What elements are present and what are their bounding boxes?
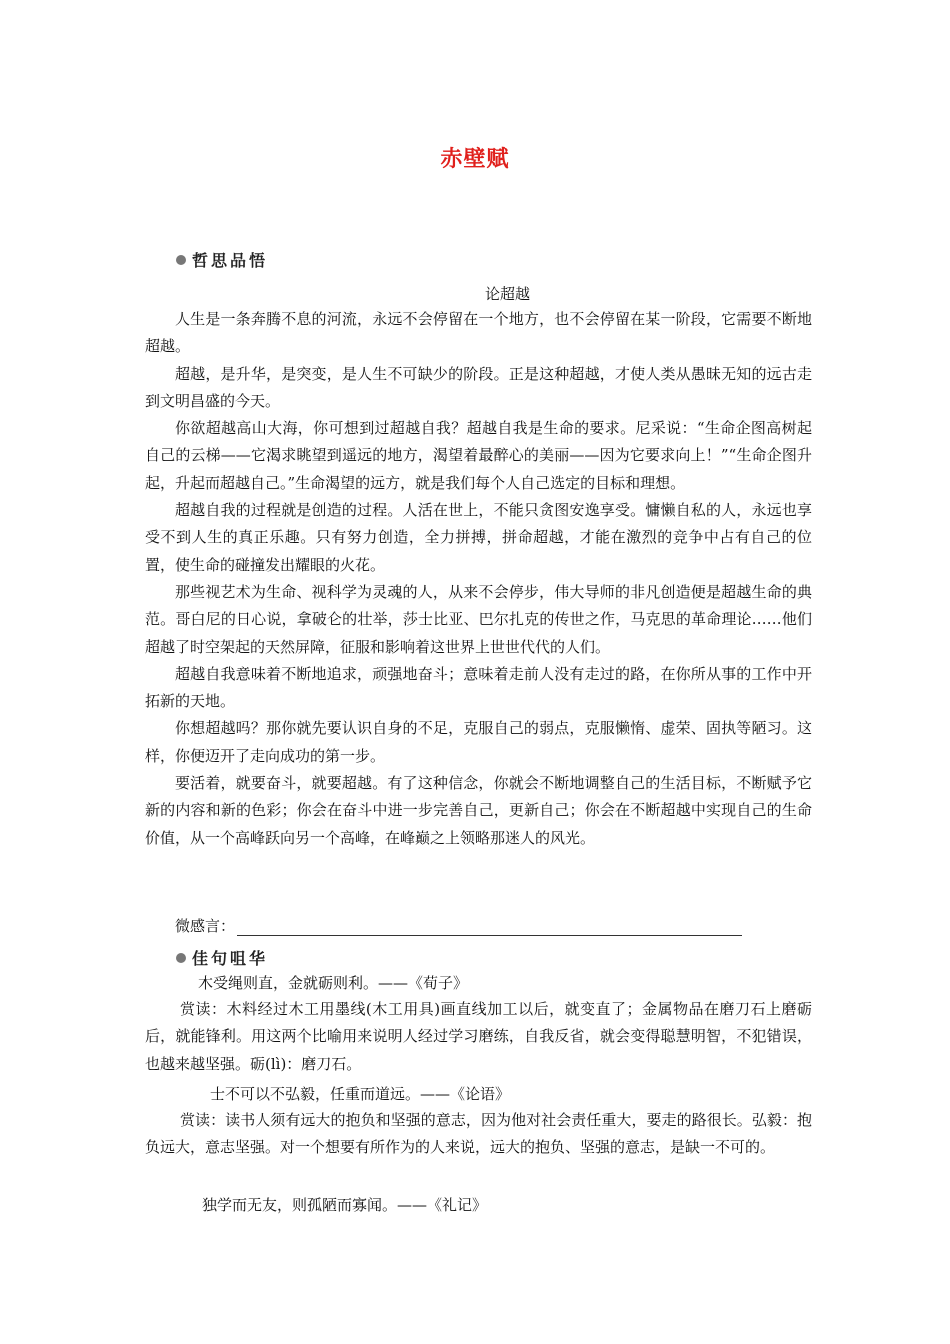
document-title: 赤壁赋: [440, 147, 510, 172]
essay-paragraph: 要活着，就要奋斗，就要超越。有了这种信念，你就会不断地调整自己的生活目标，不断赋予它新的内容和新的色彩；你会在奋斗中进一步完善自己，更新自己；你会在不断超越中实现自己的生命价值，从一个高峰跃向另一个高峰，在峰巅之上领略那迷人的风光。: [145, 774, 812, 847]
quote-line: 士不可以不弘毅，任重而道远。——《论语》: [210, 1085, 511, 1103]
bullet-dot-icon: [176, 255, 186, 265]
essay-paragraph: 人生是一条奔腾不息的河流，永远不会停留在一个地方，也不会停留在某一阶段，它需要不断地超越。: [145, 310, 812, 356]
section-heading-text: 哲思品悟: [192, 251, 269, 270]
essay-paragraph: 你欲超越高山大海，你可想到过超越自我？超越自我是生命的要求。尼采说：“生命企图高树起自己的云梯——它渴求眺望到遥远的地方，渴望着最醉心的美丽——因为它要求向上！”“生命企图升起，升起而超越自己。”生命渴望的远方，就是我们每个人自己选定的目标和理想。: [145, 419, 812, 492]
essay-paragraph: 超越自我的过程就是创造的过程。人活在世上，不能只贪图安逸享受。慵懒自私的人，永远也享受不到人生的真正乐趣。只有努力创造，全力拼搏，拼命超越，才能在激烈的竞争中占有自己的位置，使生命的碰撞发出耀眼的火花。: [145, 501, 812, 574]
essay-title: 论超越: [484, 285, 530, 303]
quote-note: [145, 996, 812, 1078]
quote-note-text: 赏读：读书人须有远大的抱负和坚强的意志，因为他对社会责任重大，要走的路很长。弘毅：抱负远大，意志坚强。对一个想要有所作为的人来说，远大的抱负、坚强的意志，是缺一不可的。: [145, 1111, 812, 1157]
quote-note: [145, 1107, 812, 1162]
reaction-line: [175, 915, 742, 936]
essay-paragraph: 你想超越吗？那你就先要认识自身的不足，克服自己的弱点，克服懒惰、虚荣、固执等陋习。这样，你便迈开了走向成功的第一步。: [145, 719, 812, 765]
quote-line: 木受绳则直，金就砺则利。——《荀子》: [198, 974, 469, 992]
essay-paragraph: 超越自我意味着不断地追求，顽强地奋斗；意味着走前人没有走过的路，在你所从事的工作中开拓新的天地。: [145, 664, 812, 711]
quote-line: 独学而无友，则孤陋而寡闻。——《礼记》: [202, 1196, 488, 1214]
section-heading-quotes: [176, 946, 268, 969]
essay-paragraph: 超越，是升华，是突变，是人生不可缺少的阶段。正是这种超越，才使人类从愚昧无知的远古走到文明昌盛的今天。: [145, 364, 812, 410]
section-heading-philosophy: [176, 248, 268, 271]
bullet-dot-icon: [176, 953, 186, 963]
reaction-label: 微感言：: [175, 917, 236, 935]
essay-paragraph: 那些视艺术为生命、视科学为灵魂的人，从来不会停步，伟大导师的非凡创造便是超越生命的典范。哥白尼的日心说，拿破仑的壮举，莎士比亚、巴尔扎克的传世之作，马克思的革命理论……他们超越了时空架起的天然屏障，征服和影响着这世界上世世代代的人们。: [145, 582, 812, 656]
quote-note-text: 赏读：木料经过木工用墨线(木工用具)画直线加工以后，就变直了；金属物品在磨刀石上磨砺后，就能锋利。用这两个比喻用来说明人经过学习磨练，自我反省，就会变得聪慧明智，不犯错误，也越来越坚强。砺(lì)：磨刀石。: [145, 1000, 812, 1073]
section-heading-text: 佳句咀华: [192, 949, 269, 968]
reaction-blank: [237, 921, 742, 936]
essay-body: [145, 306, 812, 852]
